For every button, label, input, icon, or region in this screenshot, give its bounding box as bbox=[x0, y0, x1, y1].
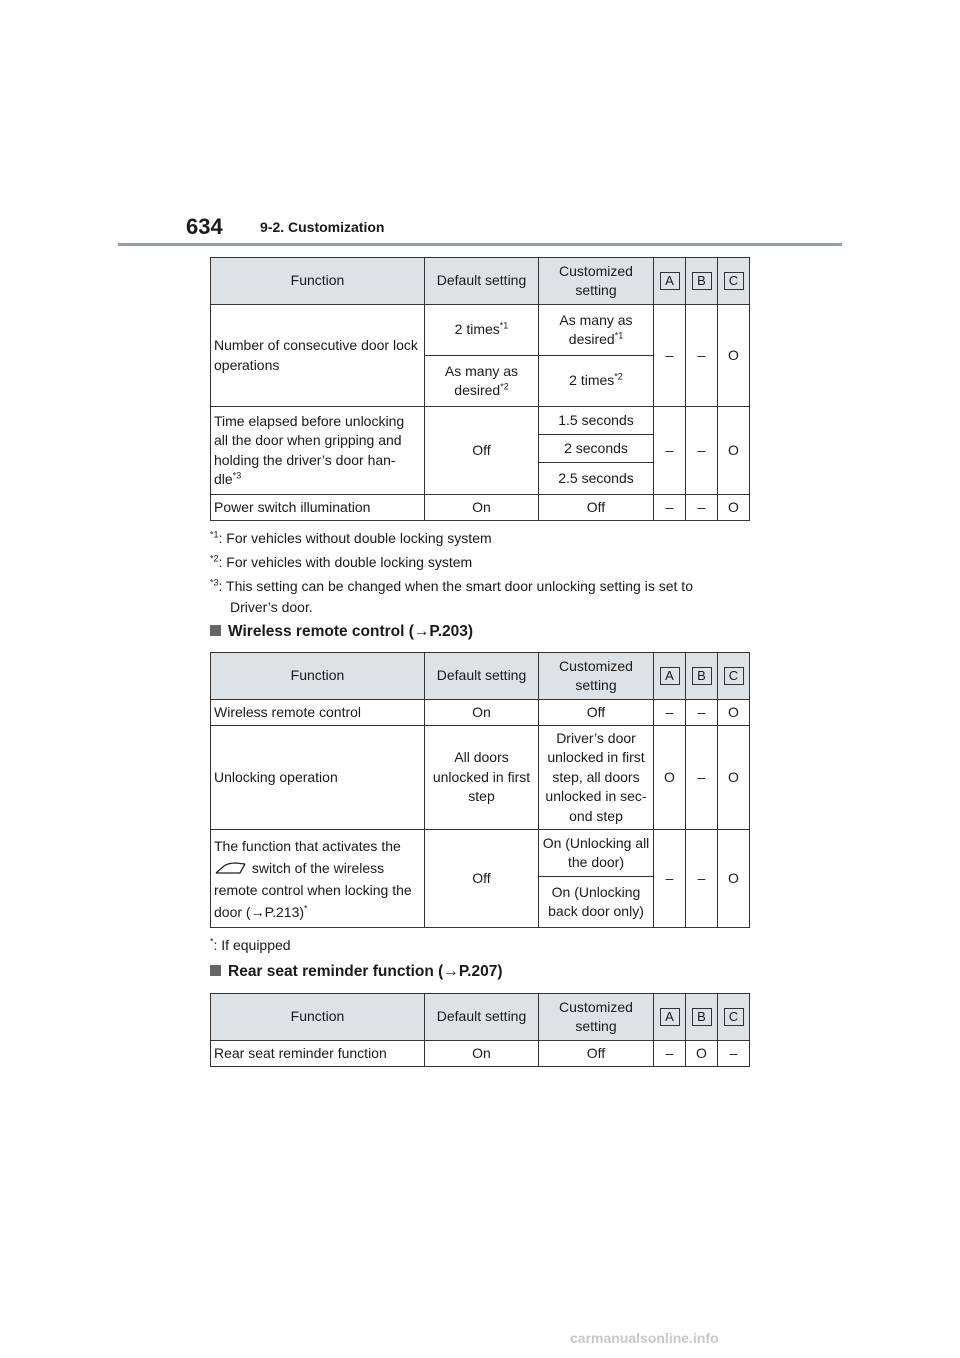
table-row bbox=[211, 495, 750, 521]
page-number: 634 bbox=[186, 214, 223, 239]
row-b: – bbox=[686, 830, 718, 928]
header-b: B bbox=[692, 272, 712, 290]
row-customized: 1.5 seconds bbox=[539, 407, 654, 435]
row-customized: On (Unlocking all the door) bbox=[539, 830, 654, 877]
table-row bbox=[211, 700, 750, 726]
section-title: 9-2. Customization bbox=[260, 219, 385, 235]
row-b: – bbox=[686, 407, 718, 495]
row-b: – bbox=[686, 495, 718, 521]
row-a: – bbox=[654, 1041, 686, 1067]
table-row bbox=[211, 305, 750, 356]
header-rule bbox=[118, 243, 842, 246]
row-function: Number of consecutive door lock operations bbox=[211, 305, 425, 407]
header-a: A bbox=[660, 667, 680, 685]
footnote: $^{*2}$: For vehicles with double locking system bbox=[210, 553, 473, 570]
row-b: O bbox=[686, 1041, 718, 1067]
footnote: $^{*3}$: This setting can be changed when the smart door unlocking setting is set to bbox=[210, 577, 693, 594]
header-c: C bbox=[724, 272, 744, 290]
row-customized: 2 times$^{*2}$ bbox=[539, 356, 654, 407]
header-customized: Customized setting bbox=[539, 994, 654, 1041]
row-function: Time elapsed before unlocking all the door when gripping and holding the driver’s door han-dle$^{*3}$ bbox=[211, 407, 425, 495]
row-c: O bbox=[718, 700, 750, 726]
row-customized: Off bbox=[539, 495, 654, 521]
header-function: Function bbox=[211, 994, 425, 1041]
header-a: A bbox=[660, 1008, 680, 1026]
footnote-continued: Driver’s door. bbox=[230, 599, 313, 615]
header-b: B bbox=[692, 1008, 712, 1026]
header-c: C bbox=[724, 1008, 744, 1026]
row-c: O bbox=[718, 407, 750, 495]
table-header-row bbox=[211, 994, 750, 1041]
row-customized: 2 seconds bbox=[539, 435, 654, 463]
row-a: – bbox=[654, 407, 686, 495]
back-door-remote-icon bbox=[214, 861, 248, 875]
row-function: Wireless remote control bbox=[211, 700, 425, 726]
row-customized: 2.5 seconds bbox=[539, 463, 654, 495]
row-a: – bbox=[654, 495, 686, 521]
row-default: On bbox=[425, 700, 539, 726]
rear-seat-reminder-table bbox=[210, 993, 750, 1067]
row-c: O bbox=[718, 830, 750, 928]
header-a: A bbox=[660, 272, 680, 290]
row-function: Power switch illumination bbox=[211, 495, 425, 521]
header-function: Function bbox=[211, 653, 425, 700]
square-bullet-icon bbox=[210, 625, 221, 636]
row-customized: Off bbox=[539, 1041, 654, 1067]
header-function: Function bbox=[211, 258, 425, 305]
row-customized: Off bbox=[539, 700, 654, 726]
row-default: Off bbox=[425, 407, 539, 495]
wireless-remote-heading: Wireless remote control (→P.203) bbox=[210, 623, 473, 641]
table-header-row bbox=[211, 653, 750, 700]
footnote: *: If equipped bbox=[210, 936, 291, 953]
header-b: B bbox=[692, 667, 712, 685]
door-lock-settings-table bbox=[210, 257, 750, 521]
footnotes bbox=[210, 526, 693, 616]
row-b: – bbox=[686, 305, 718, 407]
table-row bbox=[211, 1041, 750, 1067]
row-b: – bbox=[686, 726, 718, 830]
row-a: – bbox=[654, 305, 686, 407]
table-row bbox=[211, 830, 750, 877]
footnote: $^{*1}$: For vehicles without double locking system bbox=[210, 529, 492, 546]
row-a: – bbox=[654, 830, 686, 928]
row-a: O bbox=[654, 726, 686, 830]
row-default: On bbox=[425, 1041, 539, 1067]
row-c: O bbox=[718, 726, 750, 830]
row-default: On bbox=[425, 495, 539, 521]
header-c: C bbox=[724, 667, 744, 685]
row-b: – bbox=[686, 700, 718, 726]
row-c: – bbox=[718, 1041, 750, 1067]
watermark: carmanualsonline.info bbox=[570, 1330, 719, 1346]
row-default: 2 times$^{*1}$ bbox=[425, 305, 539, 356]
row-c: O bbox=[718, 305, 750, 407]
header-default: Default setting bbox=[425, 653, 539, 700]
table-row bbox=[211, 407, 750, 435]
row-customized: On (Unlocking back door only) bbox=[539, 877, 654, 928]
row-default: As many as desired$^{*2}$ bbox=[425, 356, 539, 407]
row-customized: As many as desired$^{*1}$ bbox=[539, 305, 654, 356]
row-c: O bbox=[718, 495, 750, 521]
header-default: Default setting bbox=[425, 994, 539, 1041]
row-default: All doors unlocked in first step bbox=[425, 726, 539, 830]
table-row bbox=[211, 726, 750, 830]
row-function: Unlocking operation bbox=[211, 726, 425, 830]
row-function: Rear seat reminder function bbox=[211, 1041, 425, 1067]
header-default: Default setting bbox=[425, 258, 539, 305]
row-customized: Driver’s door unlocked in first step, all doors unlocked in sec-ond step bbox=[539, 726, 654, 830]
row-default: Off bbox=[425, 830, 539, 928]
table-header-row bbox=[211, 258, 750, 305]
square-bullet-icon bbox=[210, 965, 221, 976]
header-customized: Customized setting bbox=[539, 258, 654, 305]
rear-seat-reminder-heading: Rear seat reminder function (→P.207) bbox=[210, 963, 503, 981]
row-function: The function that activates the switch of the wireless remote control when locking the door (→P.213)* bbox=[211, 830, 425, 928]
row-a: – bbox=[654, 700, 686, 726]
header-customized: Customized setting bbox=[539, 653, 654, 700]
wireless-remote-table bbox=[210, 652, 750, 928]
